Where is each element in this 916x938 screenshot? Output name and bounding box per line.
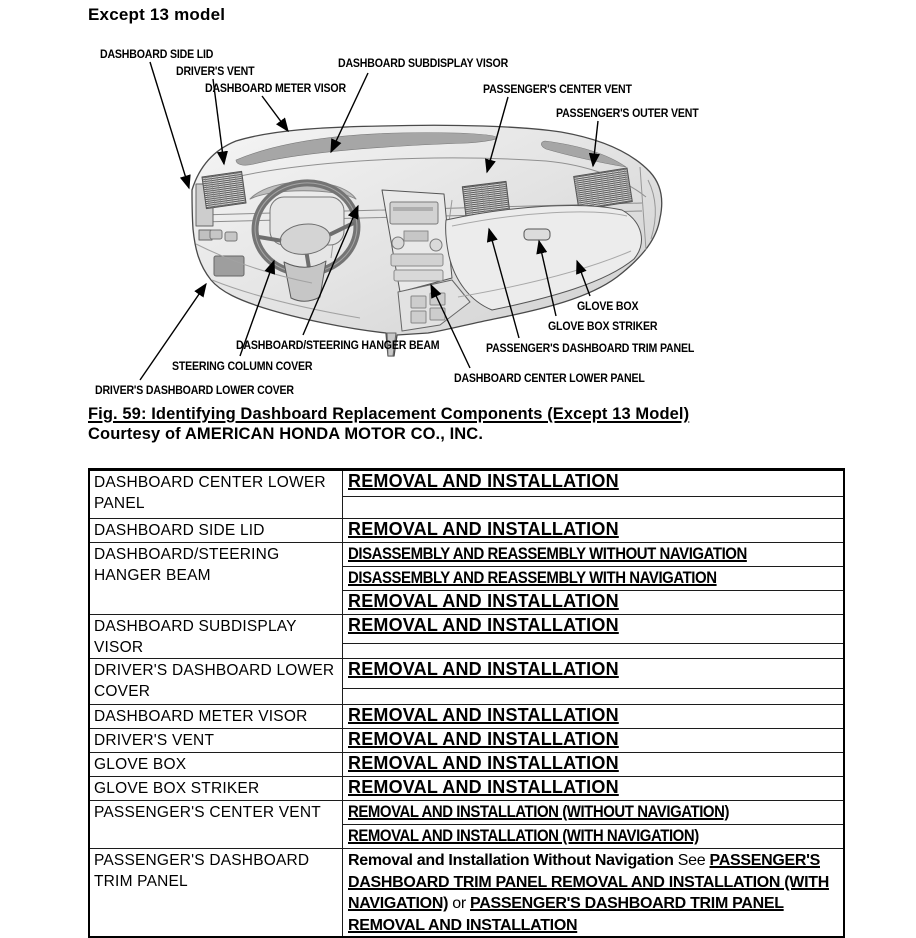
- procedure-link[interactable]: REMOVAL AND INSTALLATION: [348, 615, 619, 635]
- drivers-vent-part: [202, 171, 246, 208]
- leader-line: [262, 96, 288, 131]
- empty-cell: [343, 644, 845, 659]
- component-cell: DASHBOARD SUBDISPLAY VISOR: [89, 615, 343, 659]
- component-cell: PASSENGER'S CENTER VENT: [89, 801, 343, 849]
- component-cell: DASHBOARD SIDE LID: [89, 519, 343, 543]
- table-row: [89, 729, 844, 753]
- diagram-label: DRIVER'S VENT: [176, 64, 255, 78]
- table-row: [89, 849, 844, 938]
- procedure-link[interactable]: REMOVAL AND INSTALLATION: [348, 753, 619, 773]
- procedure-cell: [343, 659, 845, 689]
- procedure-link[interactable]: REMOVAL AND INSTALLATION (WITHOUT NAVIGATION): [348, 802, 730, 821]
- component-cell: GLOVE BOX: [89, 753, 343, 777]
- table-row: [89, 659, 844, 689]
- procedure-link[interactable]: REMOVAL AND INSTALLATION: [348, 705, 619, 725]
- empty-cell: [343, 497, 845, 519]
- procedure-link[interactable]: REMOVAL AND INSTALLATION: [348, 519, 619, 539]
- figure-caption-block: [88, 405, 689, 444]
- table-row: [89, 470, 844, 497]
- plain-text: See: [673, 852, 710, 869]
- diagram-label: STEERING COLUMN COVER: [172, 359, 313, 373]
- figure-caption: Fig. 59: Identifying Dashboard Replacement Components (Except 13 Model): [88, 405, 690, 423]
- procedure-cell: [343, 615, 845, 644]
- procedure-cell: [343, 729, 845, 753]
- diagram-label: DASHBOARD CENTER LOWER PANEL: [454, 371, 645, 385]
- procedure-link[interactable]: REMOVAL AND INSTALLATION: [348, 659, 619, 679]
- page-heading: Except 13 model: [88, 5, 226, 24]
- component-cell: DRIVER'S DASHBOARD LOWER COVER: [89, 659, 343, 705]
- procedure-cell: [343, 543, 845, 567]
- procedure-cell: [343, 470, 845, 497]
- procedure-link[interactable]: REMOVAL AND INSTALLATION: [348, 729, 619, 749]
- procedure-link[interactable]: PASSENGER'S DASHBOARD TRIM PANEL REMOVAL AND INSTALLATION (WITH NAVIGATION): [348, 852, 829, 912]
- diagram-label: DRIVER'S DASHBOARD LOWER COVER: [95, 383, 294, 397]
- procedure-link[interactable]: PASSENGER'S DASHBOARD TRIM PANEL REMOVAL AND INSTALLATION: [348, 895, 784, 934]
- component-cell: DASHBOARD METER VISOR: [89, 705, 343, 729]
- table-row: [89, 705, 844, 729]
- diagram-label: DASHBOARD SUBDISPLAY VISOR: [338, 56, 509, 70]
- component-cell: DRIVER'S VENT: [89, 729, 343, 753]
- procedure-link[interactable]: REMOVAL AND INSTALLATION: [348, 471, 619, 491]
- figure-courtesy: Courtesy of AMERICAN HONDA MOTOR CO., INC.: [88, 424, 484, 443]
- plain-text: or: [448, 895, 471, 912]
- table-row: [89, 777, 844, 801]
- component-cell: GLOVE BOX STRIKER: [89, 777, 343, 801]
- diagram-label: GLOVE BOX STRIKER: [548, 319, 658, 333]
- procedure-cell: [343, 705, 845, 729]
- procedure-cell: [343, 801, 845, 825]
- diagram-label: PASSENGER'S DASHBOARD TRIM PANEL: [486, 341, 695, 355]
- table-row: [89, 615, 844, 644]
- table-row: [89, 801, 844, 825]
- procedure-cell: [343, 567, 845, 591]
- procedure-cell: [343, 849, 845, 938]
- bold-text: Removal and Installation Without Navigation: [348, 852, 674, 869]
- diagram-label: GLOVE BOX: [577, 299, 639, 313]
- procedure-cell: [343, 591, 845, 615]
- procedure-link[interactable]: DISASSEMBLY AND REASSEMBLY WITH NAVIGATION: [348, 568, 717, 587]
- procedure-cell: [343, 519, 845, 543]
- diagram-label: DASHBOARD/STEERING HANGER BEAM: [236, 338, 440, 352]
- empty-cell: [343, 689, 845, 705]
- procedure-link[interactable]: REMOVAL AND INSTALLATION: [348, 777, 619, 797]
- table-row: [89, 543, 844, 567]
- glove-box-part: [446, 205, 642, 310]
- procedure-cell: [343, 753, 845, 777]
- component-cell: DASHBOARD CENTER LOWER PANEL: [89, 470, 343, 519]
- glove-box-striker-part: [524, 229, 550, 240]
- diagram-label: DASHBOARD SIDE LID: [100, 47, 214, 61]
- procedure-link[interactable]: REMOVAL AND INSTALLATION: [348, 591, 619, 611]
- leader-line: [150, 62, 189, 188]
- table-row: [89, 519, 844, 543]
- component-cell: DASHBOARD/STEERING HANGER BEAM: [89, 543, 343, 615]
- procedure-cell: [343, 825, 845, 849]
- component-cell: PASSENGER'S DASHBOARD TRIM PANEL: [89, 849, 343, 938]
- procedure-cell: [343, 777, 845, 801]
- table-row: [89, 753, 844, 777]
- procedure-link[interactable]: REMOVAL AND INSTALLATION (WITH NAVIGATION): [348, 826, 699, 845]
- diagram-label: PASSENGER'S OUTER VENT: [556, 106, 699, 120]
- procedure-link[interactable]: DISASSEMBLY AND REASSEMBLY WITHOUT NAVIGATION: [348, 544, 747, 563]
- diagram-label: DASHBOARD METER VISOR: [205, 81, 346, 95]
- diagram-label: PASSENGER'S CENTER VENT: [483, 82, 632, 96]
- procedures-table: [88, 468, 845, 938]
